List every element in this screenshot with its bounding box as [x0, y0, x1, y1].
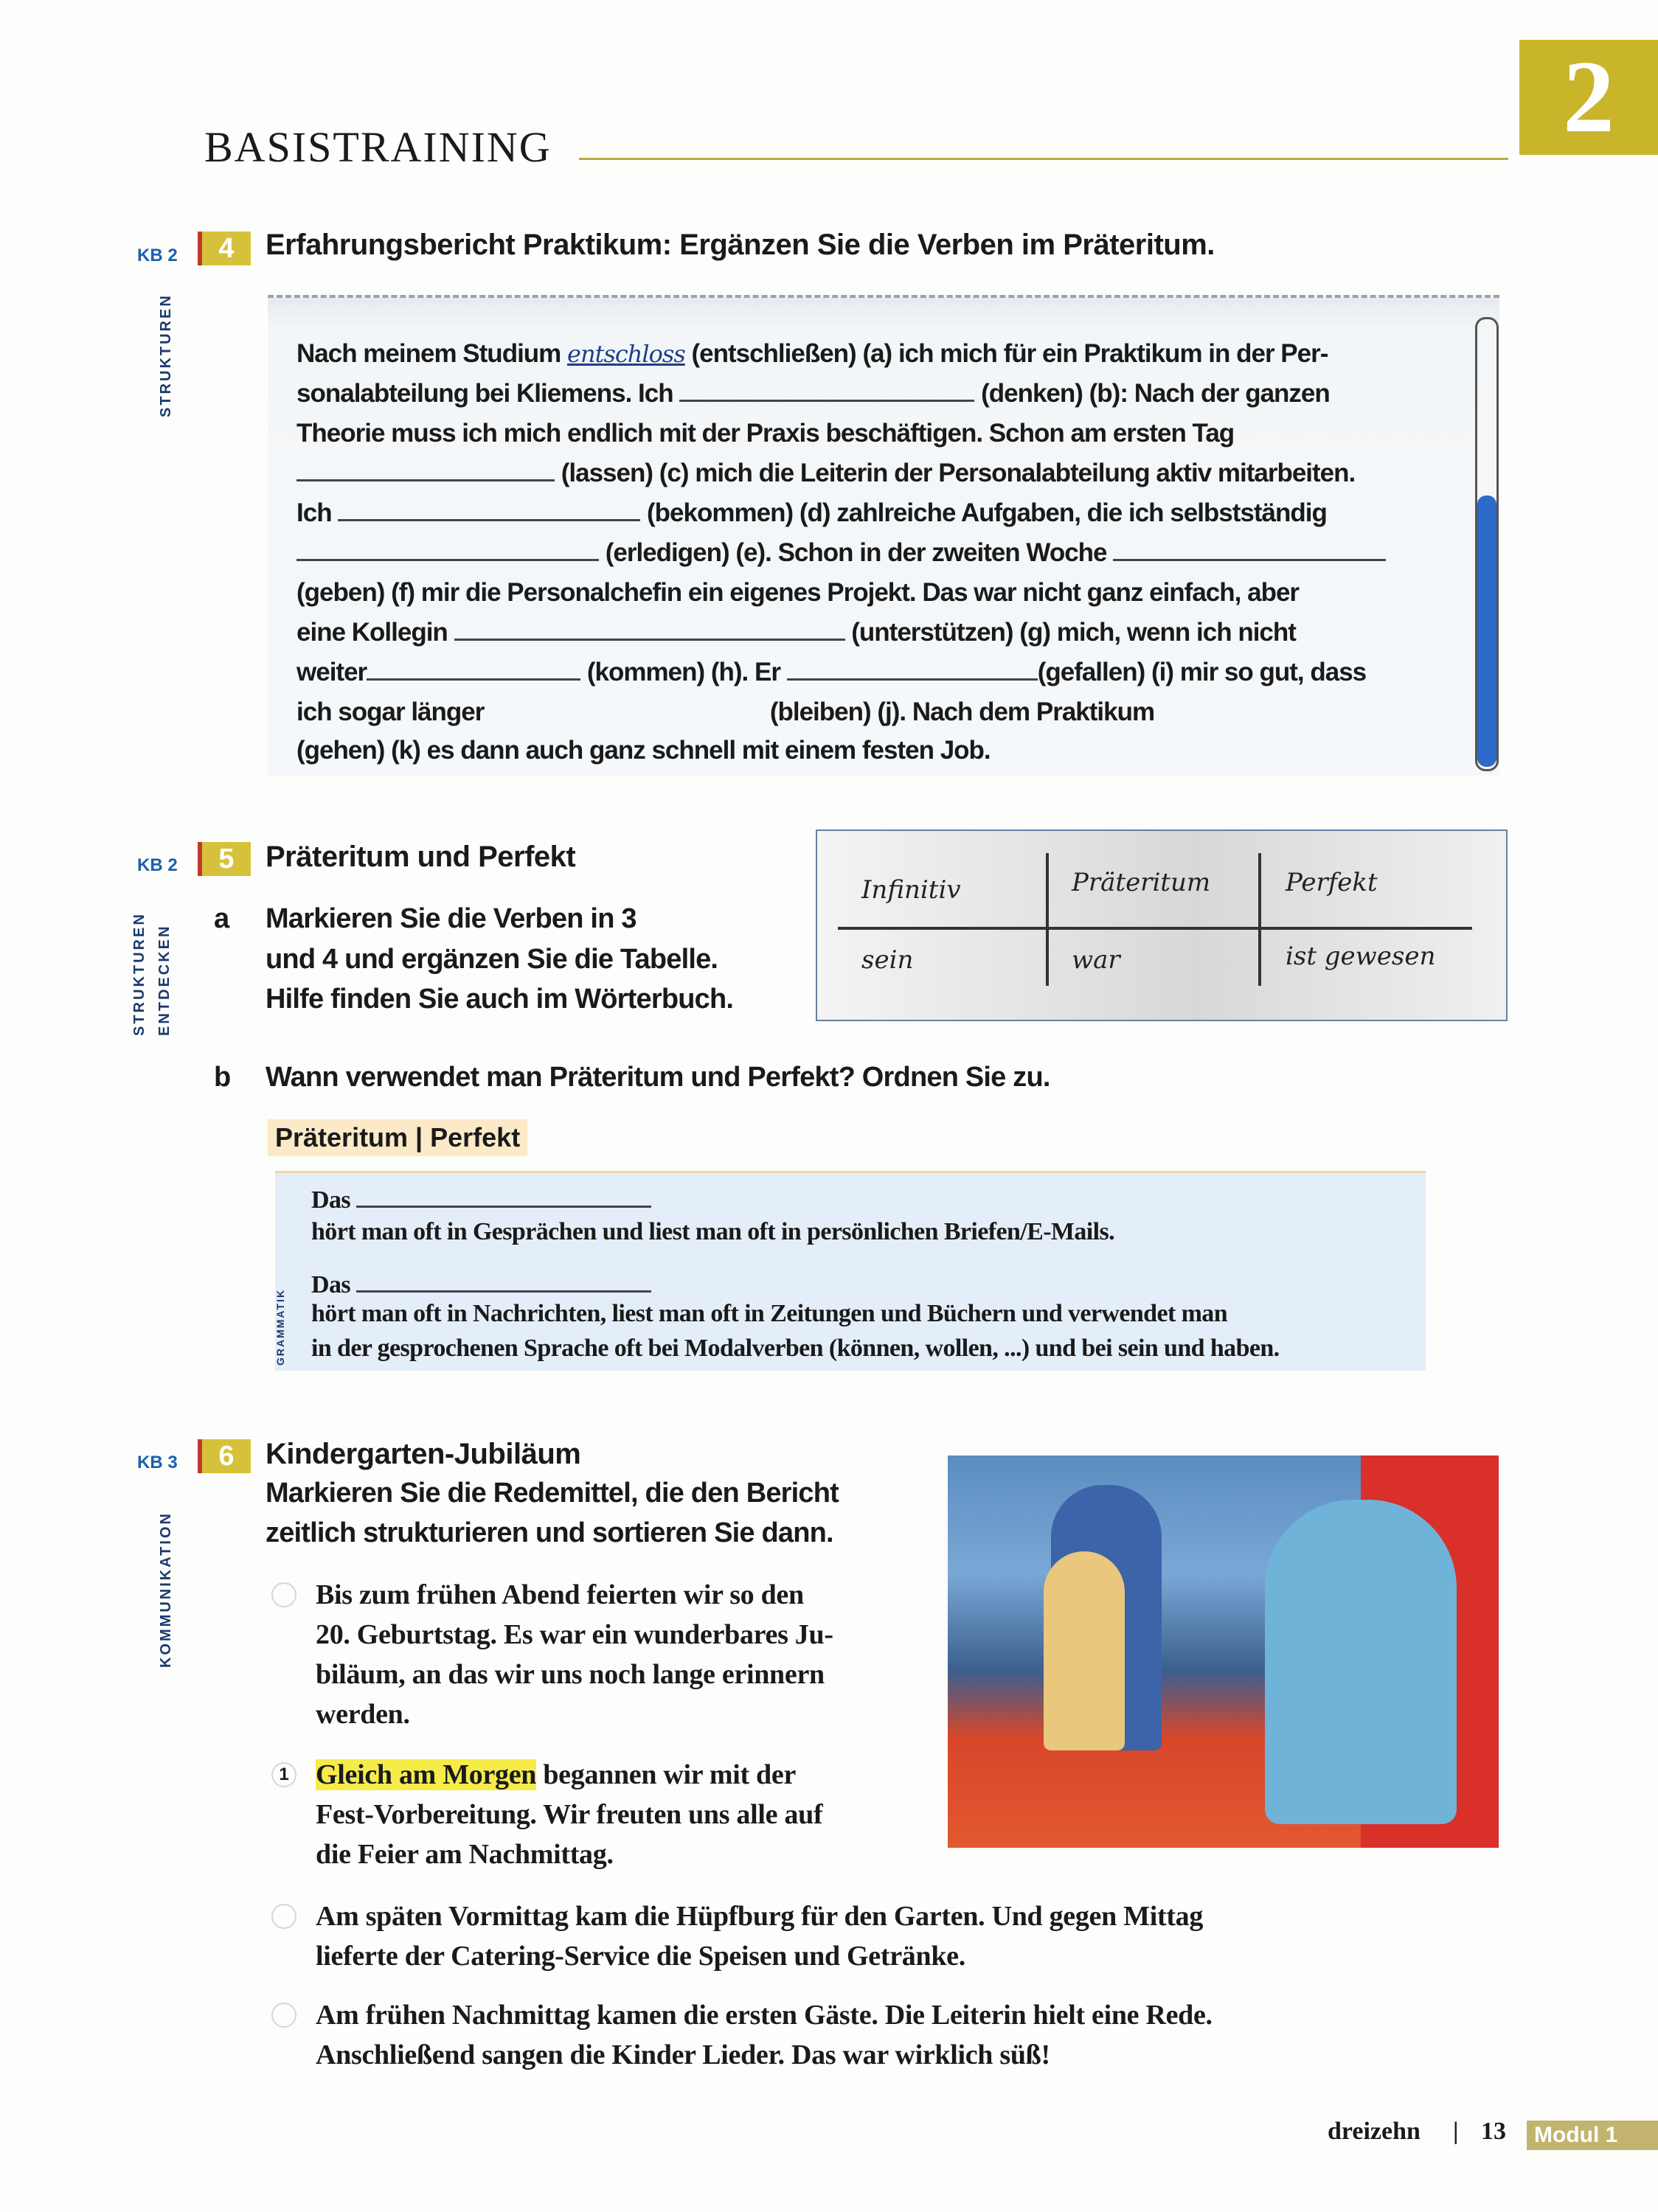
grammar-line: hört man oft in Gesprächen und liest man oft in persönlichen Briefen/E-Mails.: [311, 1218, 1115, 1245]
ex4-line: (geben) (f) mir die Personalchefin ein eigenes Projekt. Das war nicht ganz einfach, aber: [296, 578, 1300, 607]
blank-b[interactable]: [679, 379, 974, 402]
grammar-blank-2[interactable]: [356, 1270, 651, 1293]
exercise-4-heading: Erfahrungsbericht Praktikum: Ergänzen Sie die Verben im Präteritum.: [266, 229, 1215, 261]
side-label-entdecken: ENTDECKEN: [156, 924, 173, 1036]
exercise-6-heading: Kindergarten-Jubiläum: [266, 1438, 581, 1470]
ex4-line: sonalabteilung bei Kliemens. Ich (denken) (b): Nach der ganzen: [296, 379, 1330, 408]
table-header: Infinitiv: [861, 875, 961, 905]
exercise-number-5: 5: [198, 842, 251, 876]
part-a-text: Markieren Sie die Verben in 3: [266, 903, 637, 934]
ex4-line: (lassen) (c) mich die Leiterin der Personalabteilung aktiv mitarbeiten.: [296, 459, 1355, 488]
table-header-rule: [838, 927, 1472, 930]
handwritten-answer: entschloss: [567, 340, 685, 368]
children-photo: [948, 1455, 1499, 1848]
part-a-letter: a: [214, 903, 229, 934]
ex4-line: Nach meinem Studium entschloss (entschließen) (a) ich mich für ein Praktikum in der Per-: [296, 339, 1328, 368]
exercise-5-heading: Präteritum und Perfekt: [266, 841, 576, 873]
part-a-text: und 4 und ergänzen Sie die Tabelle.: [266, 944, 718, 975]
order-circle[interactable]: 1: [271, 1762, 296, 1787]
part-b-text: Wann verwendet man Präteritum und Perfekt? Ordnen Sie zu.: [266, 1062, 1050, 1093]
table-divider: [1258, 853, 1261, 986]
photo-child: [1265, 1500, 1457, 1824]
blank-d[interactable]: [338, 498, 640, 521]
table-cell: ist gewesen: [1286, 942, 1436, 971]
table-divider: [1046, 853, 1049, 986]
page-number: 13: [1481, 2118, 1506, 2145]
list-item: Am frühen Nachmittag kamen die ersten Gäste. Die Leiterin hielt eine Rede. Anschließend sangen die Kinder Lieder. Das war wirklich süß!: [316, 2000, 1213, 2070]
grammar-blank-1[interactable]: [356, 1185, 651, 1208]
scrollbar-thumb[interactable]: [1477, 495, 1496, 767]
ex6-intro: Markieren Sie die Redemittel, die den Bericht: [266, 1478, 839, 1509]
blank-e[interactable]: [296, 538, 599, 561]
part-b-letter: b: [214, 1062, 231, 1093]
kb-ref-5: KB 2: [137, 855, 178, 875]
list-item: Bis zum frühen Abend feierten wir so den 20. Geburtstag. Es war ein wunderbares Ju- biläum, an das wir uns noch lange erinnern werden.: [316, 1579, 833, 1730]
title-rule: [579, 158, 1508, 160]
highlighted-phrase: Gleich am Morgen: [316, 1759, 537, 1790]
grammar-line: Das: [311, 1270, 651, 1299]
photo-child: [1044, 1551, 1125, 1750]
order-circle[interactable]: [271, 1582, 296, 1607]
options-label: Präteritum | Perfekt: [268, 1119, 527, 1156]
side-label-strukturen: STRUKTUREN: [131, 912, 148, 1036]
grammar-line: in der gesprochenen Sprache oft bei Modalverben (können, wollen, ...) und bei sein und haben.: [311, 1335, 1280, 1362]
ex6-intro: zeitlich strukturieren und sortieren Sie dann.: [266, 1517, 833, 1548]
table-header: Perfekt: [1286, 868, 1378, 897]
blank-g[interactable]: [454, 618, 845, 641]
ex4-line: Ich (bekommen) (d) zahlreiche Aufgaben, die ich selbstständig: [296, 498, 1327, 527]
page-number-word: dreizehn: [1328, 2118, 1421, 2145]
kb-ref-6: KB 3: [137, 1453, 178, 1472]
kb-ref-4: KB 2: [137, 246, 178, 265]
footer-separator: |: [1453, 2118, 1459, 2145]
part-a-text: Hilfe finden Sie auch im Wörterbuch.: [266, 984, 734, 1015]
order-circle[interactable]: [271, 1904, 296, 1929]
side-label-strukturen: STRUKTUREN: [158, 293, 174, 417]
side-label-grammatik: GRAMMATIK: [274, 1288, 286, 1366]
blank-f[interactable]: [1113, 538, 1386, 561]
blank-i[interactable]: [787, 658, 1038, 681]
order-circle[interactable]: [271, 2003, 296, 2028]
blank-c[interactable]: [296, 459, 555, 481]
grammar-line: hört man oft in Nachrichten, liest man oft in Zeitungen und Büchern und verwendet man: [311, 1300, 1228, 1327]
list-item: Gleich am Morgen begannen wir mit der Fest-Vorbereitung. Wir freuten uns alle auf die Feier am Nachmittag.: [316, 1759, 823, 1870]
module-label: Modul 1: [1527, 2121, 1658, 2150]
table-cell: war: [1072, 945, 1120, 975]
exercise-number-4: 4: [198, 232, 251, 265]
ex4-line: Theorie muss ich mich endlich mit der Praxis beschäftigen. Schon am ersten Tag: [296, 419, 1235, 448]
ex4-line: eine Kollegin (unterstützen) (g) mich, wenn ich nicht: [296, 618, 1296, 647]
grammar-line: Das: [311, 1185, 651, 1214]
blank-h[interactable]: [367, 658, 580, 681]
verb-table: [816, 830, 1508, 1021]
table-header: Präteritum: [1072, 868, 1211, 897]
list-item: Am späten Vormittag kam die Hüpfburg für den Garten. Und gegen Mittag lieferte der Catering-Service die Speisen und Getränke.: [316, 1901, 1204, 1972]
ex4-line: ich sogar länger (bleiben) (j). Nach dem Praktikum: [296, 698, 1155, 726]
side-label-kommunikation: KOMMUNIKATION: [158, 1512, 174, 1668]
exercise-number-6: 6: [198, 1439, 251, 1473]
ex4-line: (erledigen) (e). Schon in der zweiten Woche: [296, 538, 1386, 568]
ex4-line: weiter (kommen) (h). Er (gefallen) (i) mir so gut, dass: [296, 658, 1367, 686]
chapter-tab: 2: [1519, 40, 1658, 155]
ex4-line: (gehen) (k) es dann auch ganz schnell mit einem festen Job.: [296, 736, 991, 765]
page-title: BASISTRAINING: [204, 123, 552, 171]
table-cell: sein: [861, 945, 914, 975]
